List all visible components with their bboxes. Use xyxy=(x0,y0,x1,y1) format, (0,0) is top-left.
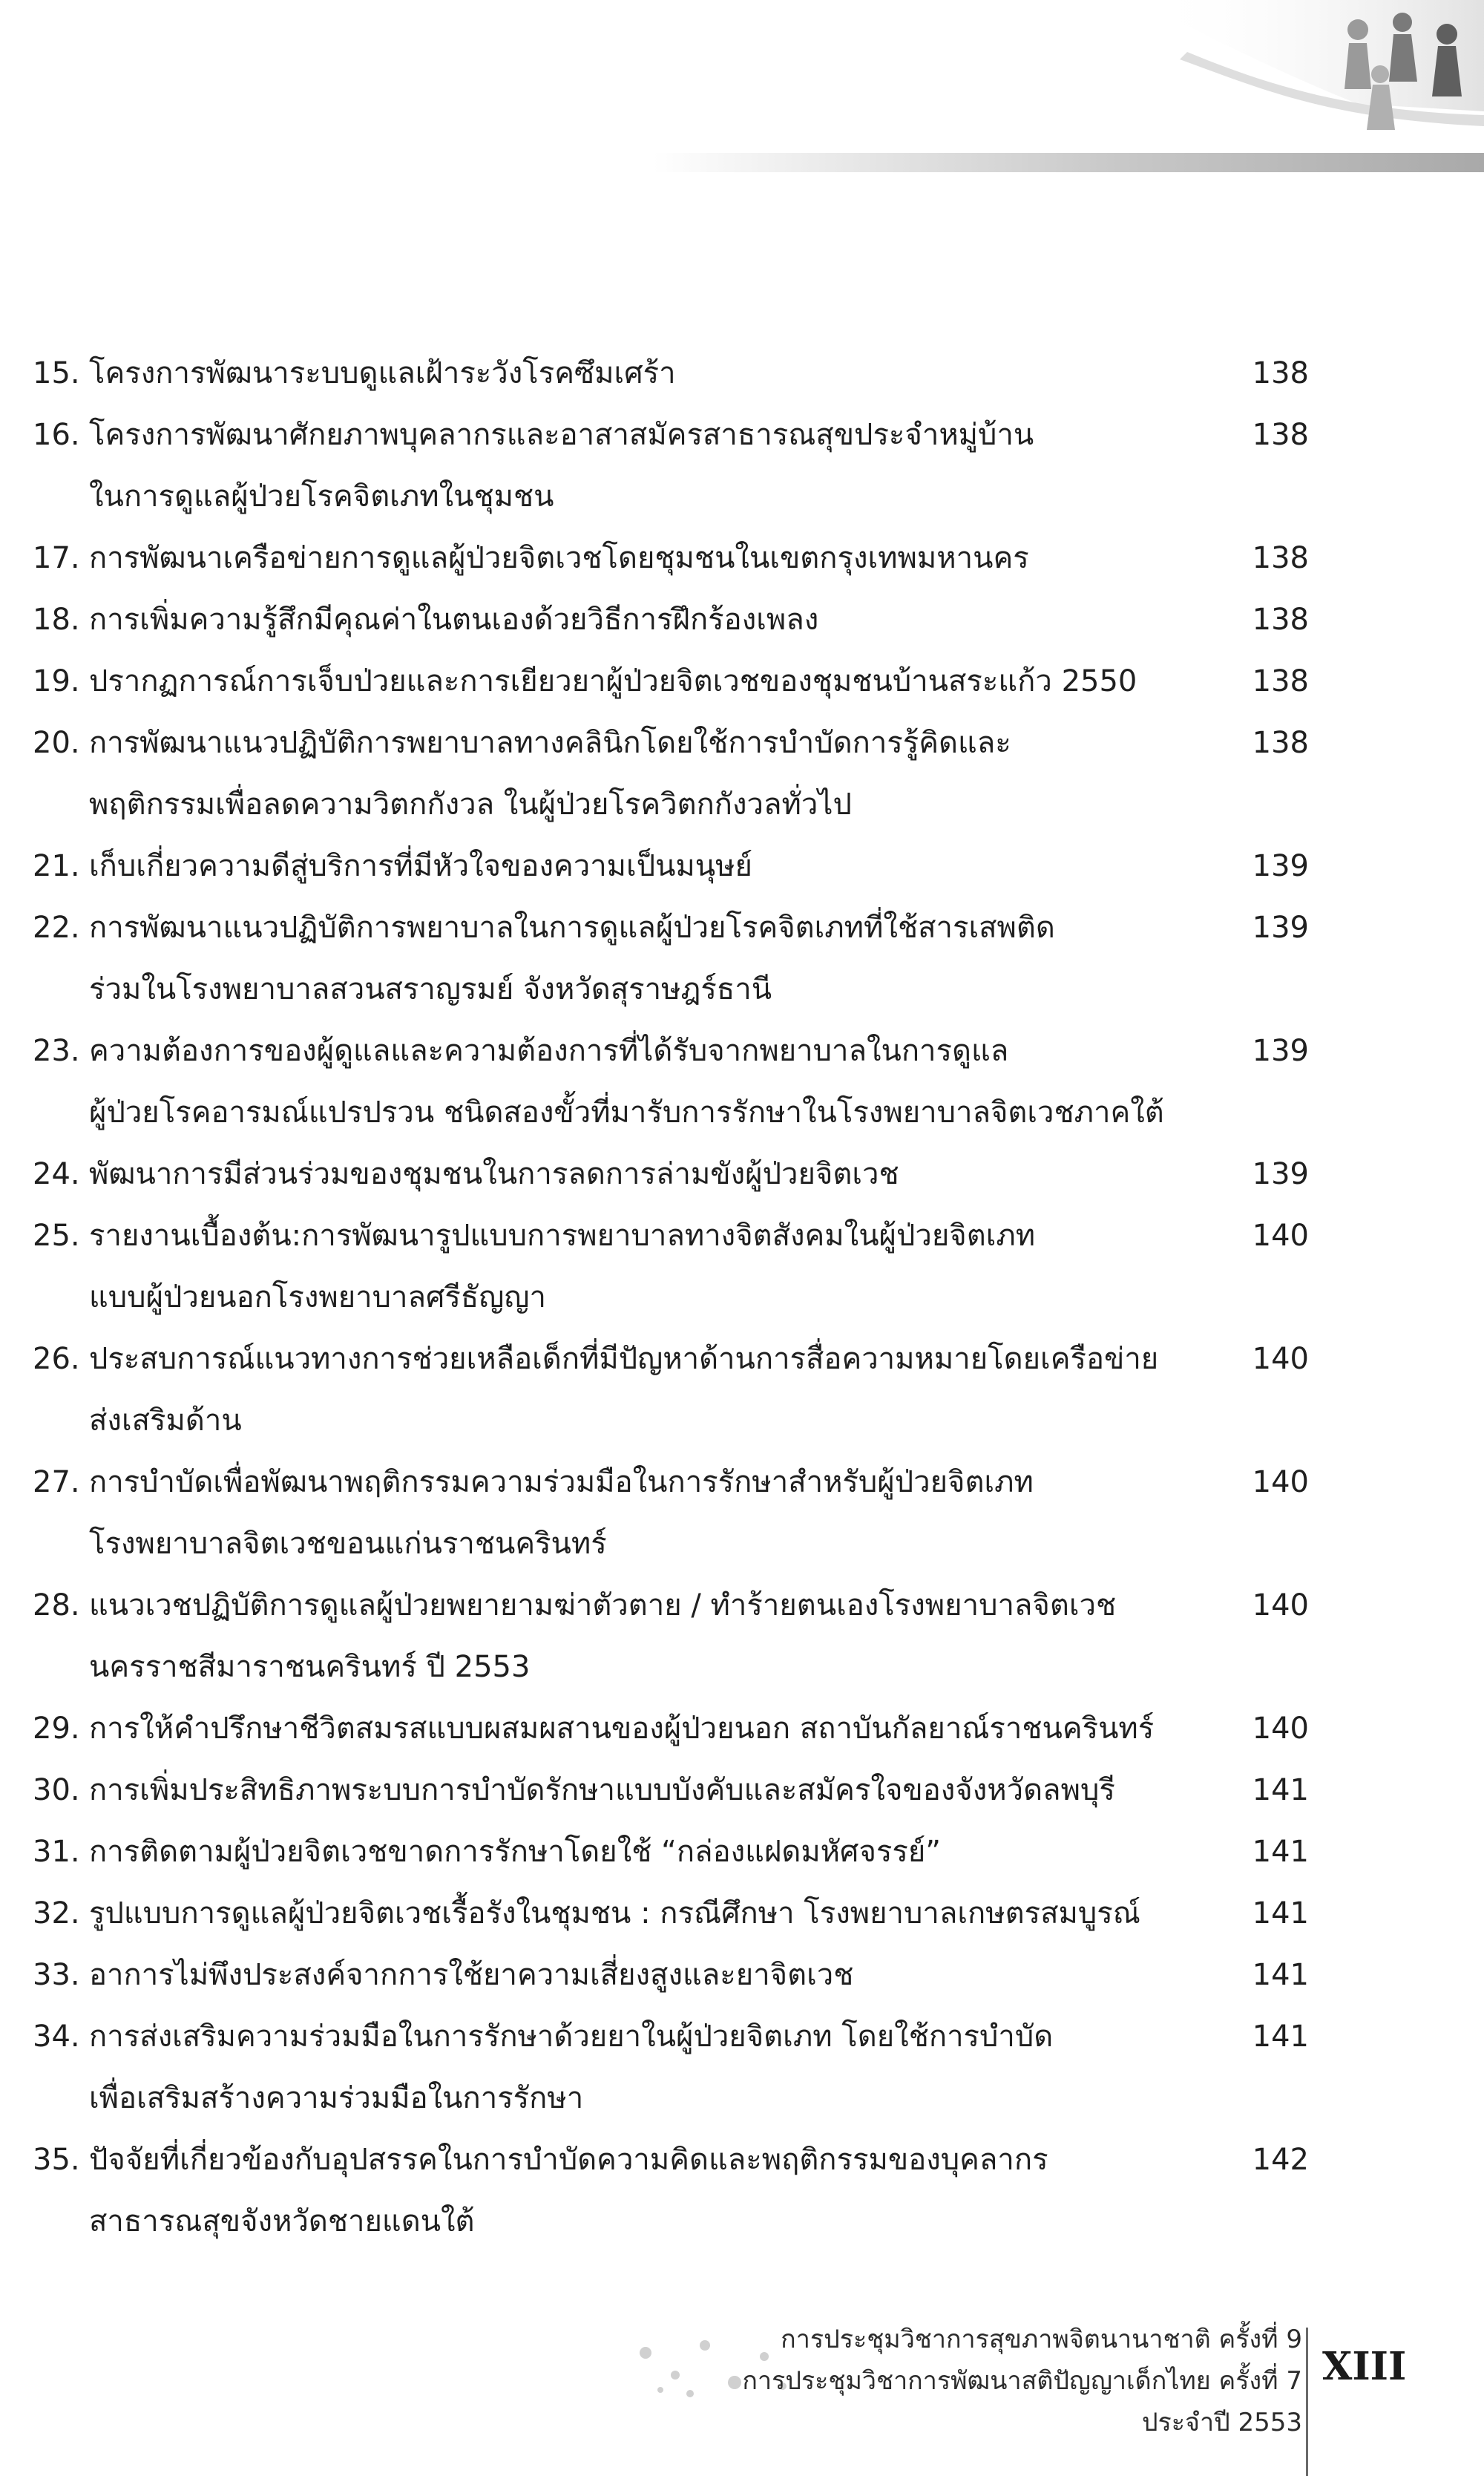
toc-item-title: การพัฒนาแนวปฏิบัติการพยาบาลทางคลินิกโดยใช้การบำบัดการรู้คิดและ พฤติกรรมเพื่อลดความวิตกกังวล ในผู้ป่วยโรควิตกกังวลทั่วไป xyxy=(89,726,1011,822)
toc-item-number: 22. xyxy=(33,911,80,945)
toc-item xyxy=(33,713,1309,836)
toc-item xyxy=(33,1821,1309,1883)
toc-item-page: 139 xyxy=(1252,849,1309,883)
toc-item-number: 35. xyxy=(33,2143,80,2177)
toc-item-title: การบำบัดเพื่อพัฒนาพฤติกรรมความร่วมมือในการรักษาสำหรับผู้ป่วยจิตเภท โรงพยาบาลจิตเวชขอนแก่นราชนครินทร์ xyxy=(89,1465,1034,1561)
toc-item xyxy=(33,2006,1309,2129)
toc-item-title: ปัจจัยที่เกี่ยวข้องกับอุปสรรคในการบำบัดความคิดและพฤติกรรมของบุคลากร สาธารณสุขจังหวัดชายแดนใต้ xyxy=(89,2143,1048,2238)
toc-item-page: 140 xyxy=(1252,1588,1309,1622)
toc-item-number: 21. xyxy=(33,849,80,883)
toc-item xyxy=(33,651,1309,713)
toc-item-number: 31. xyxy=(33,1835,80,1869)
toc-item-number: 28. xyxy=(33,1588,80,1622)
toc-item-number: 32. xyxy=(33,1896,80,1930)
toc-item-number: 26. xyxy=(33,1342,80,1376)
toc-item-number: 27. xyxy=(33,1465,80,1499)
toc-item xyxy=(33,1883,1309,1945)
toc-item-page: 141 xyxy=(1252,2020,1309,2054)
footer-divider xyxy=(1306,2328,1308,2476)
toc-item-number: 16. xyxy=(33,418,80,452)
toc-item-number: 23. xyxy=(33,1034,80,1068)
toc-item xyxy=(33,1760,1309,1821)
toc-item-title: แนวเวชปฏิบัติการดูแลผู้ป่วยพยายามฆ่าตัวตาย / ทำร้ายตนเองโรงพยาบาลจิตเวช นครราชสีมาราชนครินทร์ ปี 2553 xyxy=(89,1588,1117,1684)
toc-item-title: การเพิ่มประสิทธิภาพระบบการบำบัดรักษาแบบบังคับและสมัครใจของจังหวัดลพบุรี xyxy=(89,1773,1115,1807)
toc-item-page: 139 xyxy=(1252,1034,1309,1068)
toc-item xyxy=(33,1945,1309,2006)
toc-item-number: 15. xyxy=(33,356,80,390)
toc-item-title: ความต้องการของผู้ดูแลและความต้องการที่ได้รับจากพยาบาลในการดูแล ผู้ป่วยโรคอารมณ์แปรปรวน ชนิดสองขั้วที่มารับการรักษาในโรงพยาบาลจิตเวชภาคใต้ xyxy=(89,1034,1164,1130)
toc-item xyxy=(33,836,1309,897)
toc-item-page: 138 xyxy=(1252,603,1309,637)
toc-item-page: 139 xyxy=(1252,911,1309,945)
toc-item-title: โครงการพัฒนาศักยภาพบุคลากรและอาสาสมัครสาธารณสุขประจำหมู่บ้าน ในการดูแลผู้ป่วยโรคจิตเภทในชุมชน xyxy=(89,418,1034,514)
toc-item xyxy=(33,343,1309,405)
toc-item-title: พัฒนาการมีส่วนร่วมของชุมชนในการลดการล่ามขังผู้ป่วยจิตเวช xyxy=(89,1157,899,1191)
conference-footer xyxy=(634,2319,1302,2443)
toc-item-page: 138 xyxy=(1252,664,1309,698)
toc-item-page: 141 xyxy=(1252,1896,1309,1930)
toc-item-title: การให้คำปรึกษาชีวิตสมรสแบบผสมผสานของผู้ป่วยนอก สถาบันกัลยาณ์ราชนครินทร์ xyxy=(89,1712,1155,1746)
toc-item xyxy=(33,1205,1309,1329)
toc-item-number: 19. xyxy=(33,664,80,698)
footer-line-1: การประชุมวิชาการสุขภาพจิตนานาชาติ ครั้งที่ 9 xyxy=(781,2325,1302,2354)
toc-item-page: 138 xyxy=(1252,541,1309,575)
toc-item-number: 30. xyxy=(33,1773,80,1807)
toc-item-page: 140 xyxy=(1252,1342,1309,1376)
toc-item-number: 29. xyxy=(33,1712,80,1746)
toc-item xyxy=(33,1698,1309,1760)
toc-item-number: 24. xyxy=(33,1157,80,1191)
toc-item-page: 139 xyxy=(1252,1157,1309,1191)
toc-item xyxy=(33,1329,1309,1452)
toc-item-number: 25. xyxy=(33,1219,80,1253)
toc-item-title: การส่งเสริมความร่วมมือในการรักษาด้วยยาในผู้ป่วยจิตเภท โดยใช้การบำบัด เพื่อเสริมสร้างความร่วมมือในการรักษา xyxy=(89,2020,1054,2115)
toc-item-page: 138 xyxy=(1252,418,1309,452)
toc-item-page: 141 xyxy=(1252,1773,1309,1807)
toc-item-page: 140 xyxy=(1252,1219,1309,1253)
toc-item-title: การติดตามผู้ป่วยจิตเวชขาดการรักษาโดยใช้ “กล่องแฝดมหัศจรรย์” xyxy=(89,1835,942,1869)
footer-line-2: การประชุมวิชาการพัฒนาสติปัญญาเด็กไทย ครั้งที่ 7 xyxy=(742,2366,1302,2396)
toc-item-title: การพัฒนาแนวปฏิบัติการพยาบาลในการดูแลผู้ป่วยโรคจิตเภทที่ใช้สารเสพติด ร่วมในโรงพยาบาลสวนสราญรมย์ จังหวัดสุราษฎร์ธานี xyxy=(89,911,1055,1006)
toc-item-page: 138 xyxy=(1252,356,1309,390)
toc-item-title: รูปแบบการดูแลผู้ป่วยจิตเวชเรื้อรังในชุมชน : กรณีศึกษา โรงพยาบาลเกษตรสมบูรณ์ xyxy=(89,1896,1140,1930)
toc-item-title: โครงการพัฒนาระบบดูแลเฝ้าระวังโรคซึมเศร้า xyxy=(89,356,676,390)
toc-item-number: 17. xyxy=(33,541,80,575)
toc-item-page: 138 xyxy=(1252,726,1309,760)
toc-item xyxy=(33,2129,1309,2253)
toc-item-page: 142 xyxy=(1252,2143,1309,2177)
toc-item-title: การพัฒนาเครือข่ายการดูแลผู้ป่วยจิตเวชโดยชุมชนในเขตกรุงเทพมหานคร xyxy=(89,541,1029,575)
toc-item-title: อาการไม่พึงประสงค์จากการใช้ยาความเสี่ยงสูงและยาจิตเวช xyxy=(89,1958,854,1992)
toc-item-title: ประสบการณ์แนวทางการช่วยเหลือเด็กที่มีปัญหาด้านการสื่อความหมายโดยเครือข่าย ส่งเสริมด้าน xyxy=(89,1342,1159,1438)
toc-item xyxy=(33,405,1309,528)
toc-item xyxy=(33,897,1309,1021)
table-of-contents xyxy=(33,343,1309,2253)
toc-item-title: การเพิ่มความรู้สึกมีคุณค่าในตนเองด้วยวิธีการฝึกร้องเพลง xyxy=(89,603,819,637)
toc-item xyxy=(33,589,1309,651)
page-number: XIII xyxy=(1322,2344,1407,2389)
toc-item-number: 33. xyxy=(33,1958,80,1992)
toc-item-title: รายงานเบื้องต้น:การพัฒนารูปแบบการพยาบาลทางจิตสังคมในผู้ป่วยจิตเภท แบบผู้ป่วยนอกโรงพยาบาลศรีธัญญา xyxy=(89,1219,1036,1314)
footer-line-3: ประจำปี 2553 xyxy=(1141,2408,1302,2437)
toc-item xyxy=(33,1144,1309,1205)
toc-item-page: 141 xyxy=(1252,1958,1309,1992)
toc-item-page: 140 xyxy=(1252,1465,1309,1499)
toc-item xyxy=(33,1021,1309,1144)
toc-item-number: 34. xyxy=(33,2020,80,2054)
toc-item xyxy=(33,1575,1309,1698)
header-decoration xyxy=(1135,0,1484,178)
toc-item-page: 141 xyxy=(1252,1835,1309,1869)
toc-item-number: 20. xyxy=(33,726,80,760)
toc-item xyxy=(33,1452,1309,1575)
toc-item-title: ปรากฏการณ์การเจ็บป่วยและการเยียวยาผู้ป่วยจิตเวชของชุมชนบ้านสระแก้ว 2550 xyxy=(89,664,1137,698)
toc-item-title: เก็บเกี่ยวความดีสู่บริการที่มีหัวใจของความเป็นมนุษย์ xyxy=(89,849,752,883)
toc-item-number: 18. xyxy=(33,603,80,637)
toc-item-page: 140 xyxy=(1252,1712,1309,1746)
toc-item xyxy=(33,528,1309,589)
